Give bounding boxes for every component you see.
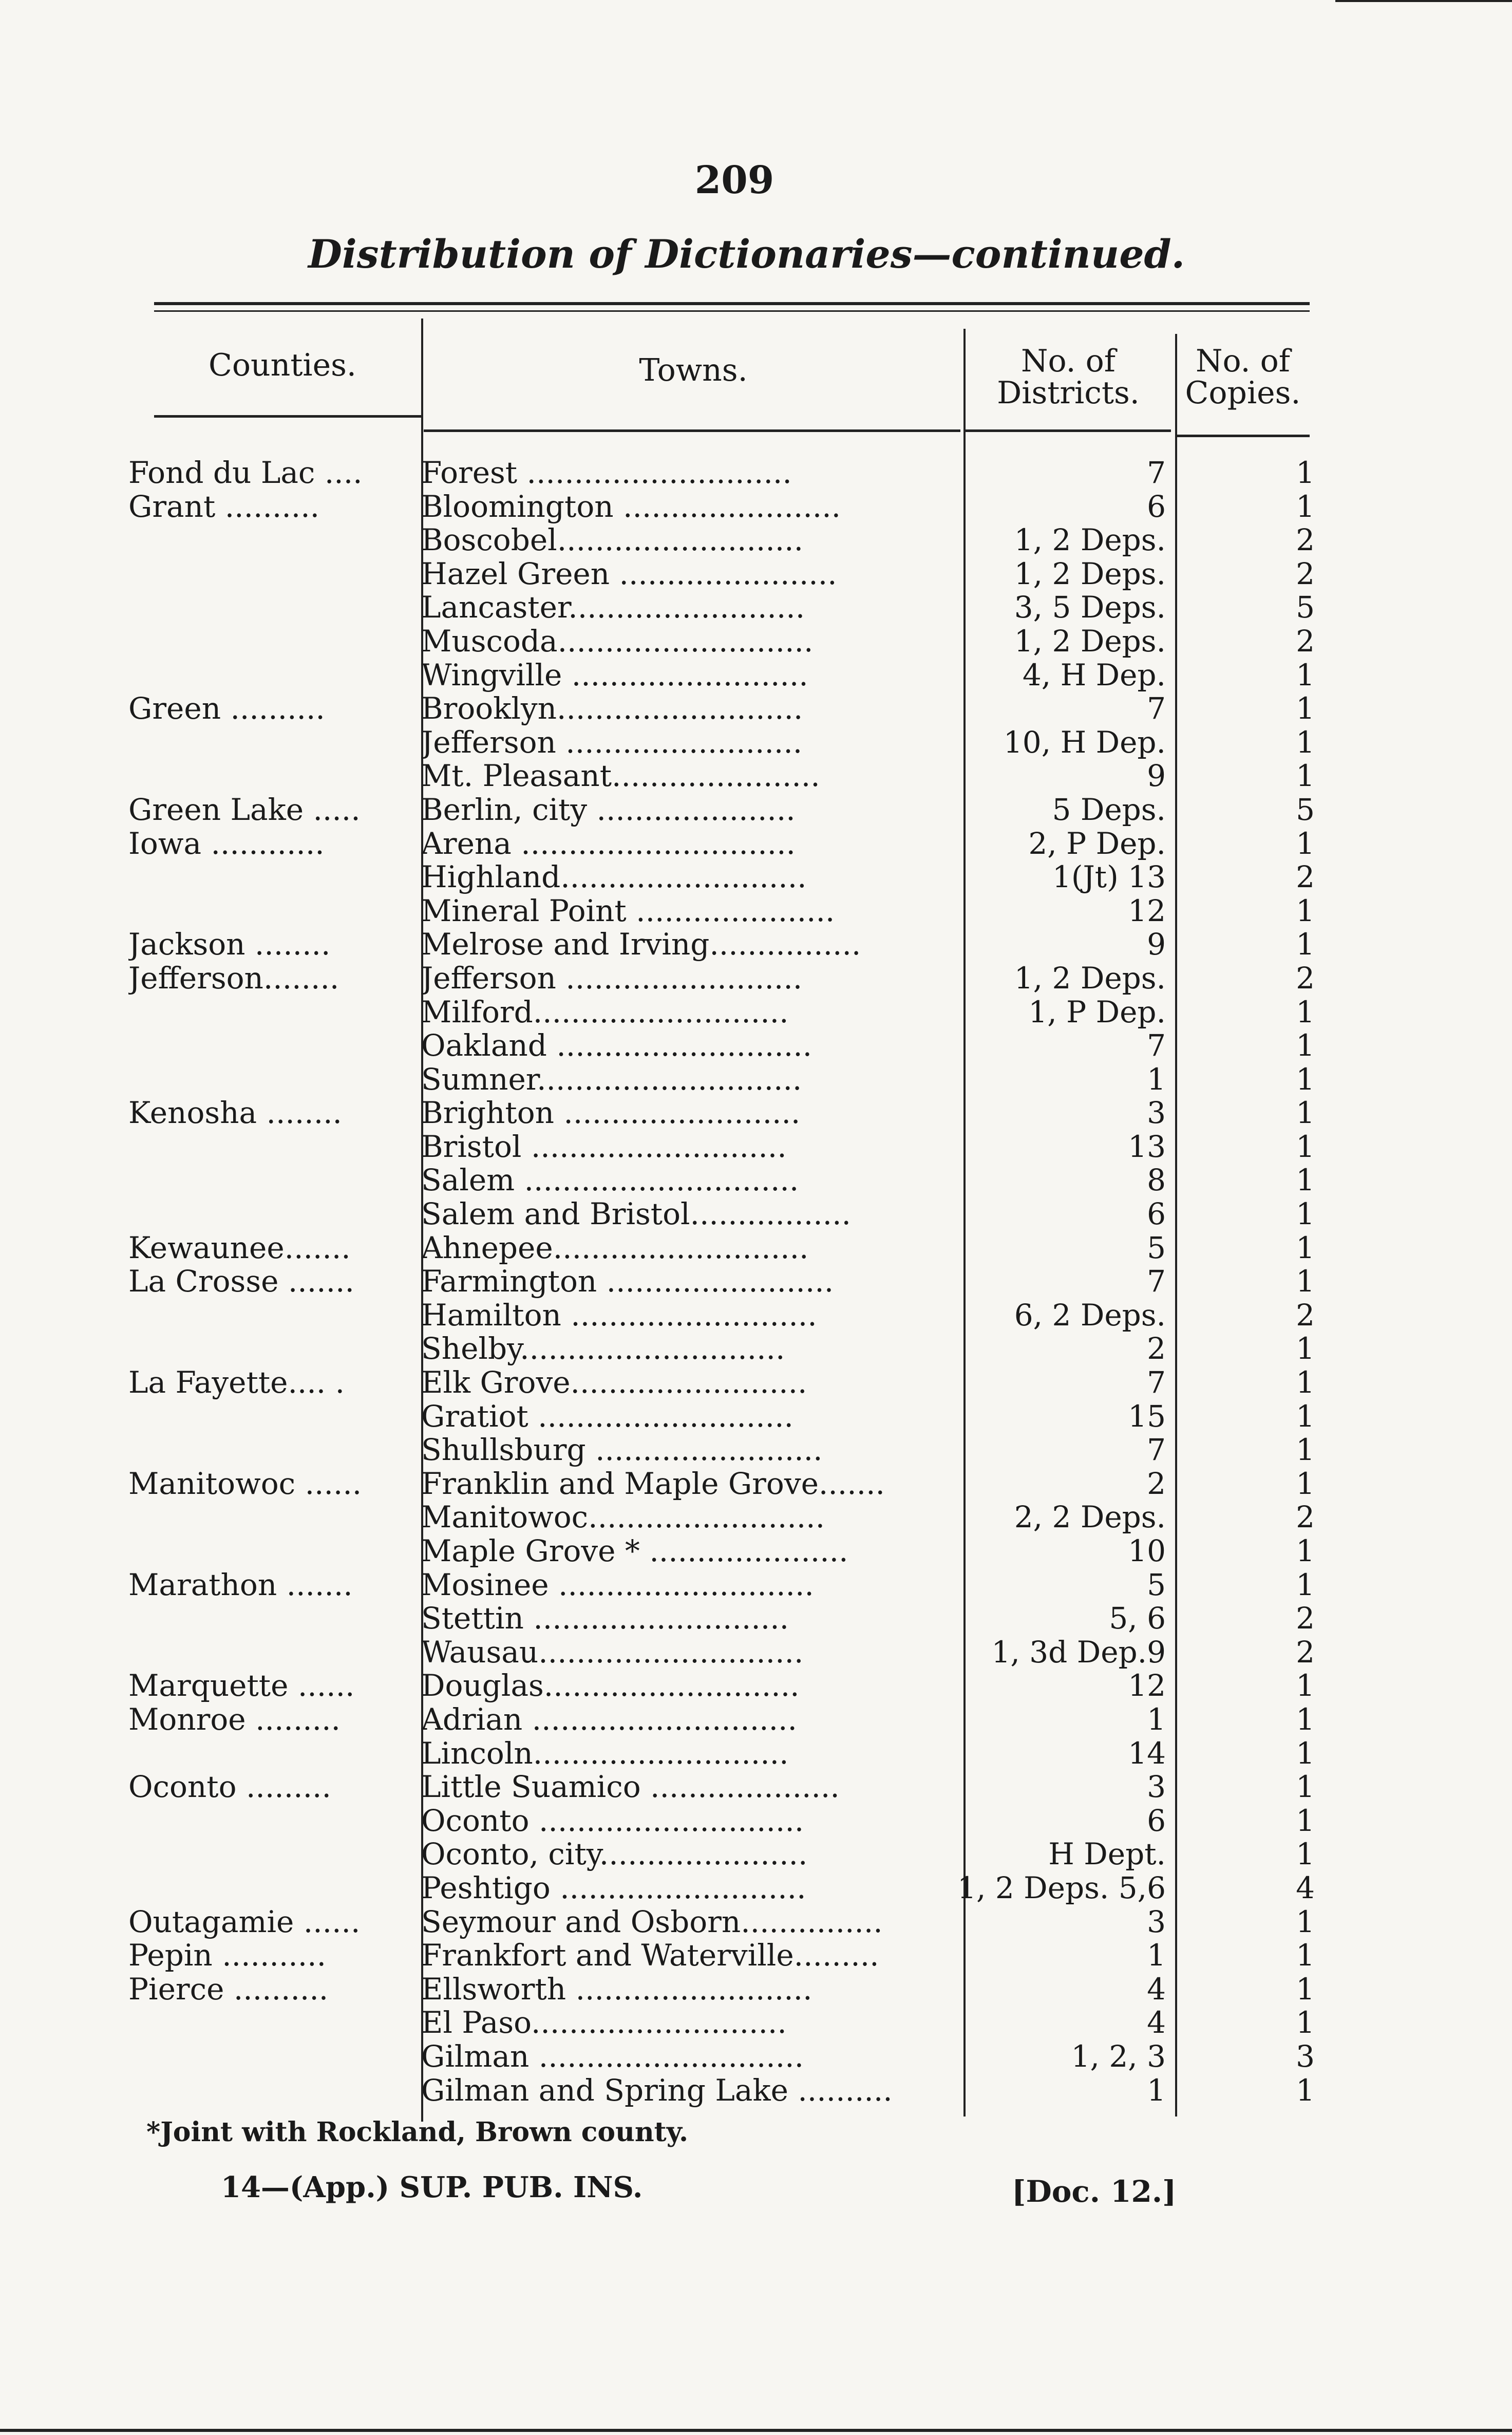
town-cell: Gilman and Spring Lake .......... [421,2073,893,2108]
footnote: *Joint with Rockland, Brown county. [146,2116,689,2148]
districts-cell: 7 [1147,1265,1166,1299]
copies-cell: 4 [1296,1871,1315,1905]
copies-cell: 1 [1296,1265,1315,1299]
table-row [0,1400,1512,1434]
header-rule-towns [424,429,960,432]
table-row [0,659,1512,692]
copies-cell: 1 [1296,1467,1315,1501]
town-cell: Peshtigo .......................... [421,1871,806,1905]
town-cell: Adrian ............................ [421,1702,797,1737]
town-cell: Melrose and Irving................ [421,928,861,962]
town-cell: Douglas........................... [421,1669,800,1703]
table-row [0,1534,1512,1568]
county-cell: Oconto ......... [128,1770,331,1804]
table-row [0,1265,1512,1299]
town-cell: Wausau............................ [421,1635,804,1670]
town-cell: Gilman ............................ [421,2039,804,2074]
copies-cell: 1 [1296,1029,1315,1063]
copies-cell: 1 [1296,759,1315,793]
copies-cell: 1 [1296,2073,1315,2108]
town-cell: Brooklyn.......................... [421,692,803,726]
county-cell: La Fayette.... . [128,1366,345,1400]
copies-cell: 1 [1296,928,1315,962]
table-row [0,490,1512,524]
copies-cell: 1 [1296,692,1315,726]
header-districts [966,345,1171,409]
copies-cell: 1 [1296,1972,1315,2007]
table-row [0,1366,1512,1400]
table-row [0,1636,1512,1670]
table-row [0,1501,1512,1534]
county-cell: Pepin ........... [128,1939,327,1973]
distribution-table [0,456,1512,2107]
town-cell: Muscoda........................... [421,624,814,659]
table-row [0,557,1512,591]
copies-cell: 5 [1296,793,1315,827]
table-row [0,1602,1512,1636]
districts-cell: 5 Deps. [1052,793,1166,827]
districts-cell: 2, 2 Deps. [1014,1501,1166,1534]
districts-cell: 1, 3d Dep.9 [991,1635,1166,1670]
town-cell: Salem and Bristol................. [421,1197,851,1231]
table-row [0,996,1512,1029]
table-row [0,523,1512,557]
county-cell: Pierce .......... [128,1972,329,2007]
copies-cell: 1 [1296,1096,1315,1130]
table-row [0,1871,1512,1905]
copies-cell: 1 [1296,1231,1315,1265]
districts-cell: 7 [1147,456,1166,490]
town-cell: Shullsburg ........................ [421,1433,823,1467]
town-cell: Little Suamico .................... [421,1770,840,1804]
copies-cell: 2 [1296,961,1315,996]
table-row [0,1332,1512,1366]
districts-cell: 7 [1147,692,1166,726]
town-cell: Boscobel.......................... [421,523,804,557]
table-row [0,894,1512,928]
copies-cell: 1 [1296,1770,1315,1804]
copies-cell: 1 [1296,1905,1315,1939]
table-row [0,1164,1512,1197]
town-cell: Ellsworth ......................... [421,1972,812,2007]
town-cell: Hazel Green ....................... [421,557,837,591]
town-cell: Milford........................... [421,995,789,1029]
town-cell: Jefferson ......................... [421,725,803,760]
copies-cell: 5 [1296,591,1315,625]
county-cell: La Crosse ....... [128,1265,354,1299]
districts-cell: 1, 2 Deps. [1014,557,1166,591]
header-districts-line1: No. of [1020,343,1116,379]
districts-cell: 2 [1147,1332,1166,1366]
districts-cell: 12 [1128,894,1166,928]
table-row [0,793,1512,827]
copies-cell: 2 [1296,1298,1315,1333]
copies-cell: 2 [1296,1501,1315,1534]
table-row [0,1939,1512,1973]
town-cell: Franklin and Maple Grove....... [421,1467,885,1501]
districts-cell: 1 [1147,2073,1166,2108]
table-row [0,1197,1512,1231]
header-rule-counties [154,415,421,418]
table-row [0,1737,1512,1771]
table-row [0,1231,1512,1265]
districts-cell: 5 [1147,1568,1166,1602]
districts-cell: 1, 2 Deps. [1014,624,1166,659]
town-cell: Mineral Point ..................... [421,894,835,928]
districts-cell: 15 [1128,1399,1166,1434]
districts-cell: 5 [1147,1231,1166,1265]
districts-cell: 4 [1147,2006,1166,2040]
county-cell: Outagamie ...... [128,1905,361,1939]
table-row [0,2006,1512,2040]
districts-cell: 8 [1147,1164,1166,1198]
table-row [0,1669,1512,1703]
footer-document-number: [Doc. 12.] [1012,2174,1177,2209]
town-cell: Mosinee ........................... [421,1568,814,1602]
table-row [0,1130,1512,1164]
county-cell: Marathon ....... [128,1568,353,1602]
districts-cell: 7 [1147,1366,1166,1400]
county-cell: Kewaunee....... [128,1231,351,1265]
county-cell: Jefferson........ [128,961,339,996]
table-row [0,928,1512,962]
county-cell: Fond du Lac .... [128,456,363,490]
town-cell: Forest ............................ [421,456,792,490]
copies-cell: 1 [1296,1164,1315,1198]
table-row [0,1703,1512,1737]
copies-cell: 1 [1296,1433,1315,1467]
county-cell: Jackson ........ [128,928,331,962]
town-cell: Bloomington ....................... [421,490,841,524]
county-cell: Iowa ............ [128,827,325,861]
table-row [0,759,1512,793]
table-row [0,2040,1512,2074]
table-row [0,625,1512,659]
town-cell: Lancaster......................... [421,591,805,625]
districts-cell: 6 [1147,1804,1166,1838]
districts-cell: 7 [1147,1433,1166,1467]
town-cell: Shelby............................ [421,1332,785,1366]
table-row [0,2074,1512,2108]
table-row [0,1838,1512,1871]
county-cell: Green .......... [128,692,325,726]
copies-cell: 1 [1296,1568,1315,1602]
header-districts-line2: Districts. [997,375,1140,411]
town-cell: Oconto, city...................... [421,1838,808,1871]
table-row [0,1568,1512,1602]
copies-cell: 1 [1296,2006,1315,2040]
town-cell: El Paso........................... [421,2006,787,2040]
table-row [0,860,1512,894]
title-rule-thick [154,302,1310,305]
copies-cell: 1 [1296,1130,1315,1164]
table-row [0,591,1512,625]
table-row [0,1905,1512,1939]
copies-cell: 1 [1296,1702,1315,1737]
copies-cell: 1 [1296,490,1315,524]
districts-cell: 3, 5 Deps. [1014,591,1166,625]
copies-cell: 2 [1296,860,1315,894]
districts-cell: 10, H Dep. [1003,725,1166,760]
town-cell: Bristol ........................... [421,1130,787,1164]
districts-cell: 1, 2 Deps. [1014,961,1166,996]
copies-cell: 1 [1296,1399,1315,1434]
copies-cell: 2 [1296,624,1315,659]
copies-cell: 1 [1296,1669,1315,1703]
districts-cell: 6 [1147,1197,1166,1231]
header-rule-districts [966,429,1171,432]
copies-cell: 1 [1296,1332,1315,1366]
town-cell: Ahnepee........................... [421,1231,809,1265]
town-cell: Berlin, city ..................... [421,793,796,827]
copies-cell: 1 [1296,1366,1315,1400]
copies-cell: 1 [1296,725,1315,760]
districts-cell: 1(Jt) 13 [1052,860,1166,894]
copies-cell: 1 [1296,1804,1315,1838]
town-cell: Frankfort and Waterville......... [421,1939,879,1973]
copies-cell: 2 [1296,523,1315,557]
table-row [0,962,1512,996]
districts-cell: 9 [1147,928,1166,962]
copies-cell: 1 [1296,1062,1315,1097]
copies-cell: 1 [1296,995,1315,1029]
town-cell: Farmington ........................ [421,1265,834,1299]
districts-cell: 6, 2 Deps. [1014,1298,1166,1333]
table-row [0,1467,1512,1501]
town-cell: Arena ............................. [421,827,796,861]
town-cell: Mt. Pleasant...................... [421,759,820,793]
header-copies-line2: Copies. [1185,375,1301,411]
districts-cell: 12 [1128,1669,1166,1703]
copies-cell: 1 [1296,456,1315,490]
districts-cell: 7 [1147,1029,1166,1063]
districts-cell: 9 [1147,759,1166,793]
town-cell: Maple Grove * ..................... [421,1534,848,1568]
town-cell: Jefferson ......................... [421,961,803,996]
copies-cell: 1 [1296,1534,1315,1568]
town-cell: Sumner............................ [421,1062,802,1097]
districts-cell: 3 [1147,1905,1166,1939]
page-edge-bottom [0,2429,1512,2432]
county-cell: Green Lake ..... [128,793,361,827]
title-rule-thin [154,310,1310,312]
districts-cell: 1 [1147,1062,1166,1097]
town-cell: Elk Grove......................... [421,1366,807,1400]
districts-cell: 4, H Dep. [1022,658,1166,692]
districts-cell: 3 [1147,1096,1166,1130]
districts-cell: 1, P Dep. [1028,995,1166,1029]
districts-cell: 4 [1147,1972,1166,2007]
copies-cell: 1 [1296,894,1315,928]
town-cell: Seymour and Osborn............... [421,1905,883,1939]
table-row [0,726,1512,760]
town-cell: Gratiot ........................... [421,1399,793,1434]
districts-cell: 1 [1147,1702,1166,1737]
town-cell: Oakland ........................... [421,1029,812,1063]
copies-cell: 3 [1296,2039,1315,2074]
town-cell: Brighton ......................... [421,1096,801,1130]
town-cell: Wingville ......................... [421,658,808,692]
table-row [0,1299,1512,1333]
table-row [0,1804,1512,1838]
districts-cell: 1 [1147,1939,1166,1973]
header-copies-line1: No. of [1195,343,1291,379]
page-number: 209 [694,158,774,202]
table-row [0,1973,1512,2007]
header-counties: Counties. [209,347,356,383]
districts-cell: 5, 6 [1109,1602,1166,1636]
town-cell: Hamilton .......................... [421,1298,817,1333]
districts-cell: 10 [1128,1534,1166,1568]
districts-cell: 6 [1147,490,1166,524]
town-cell: Manitowoc......................... [421,1501,825,1534]
table-row [0,1433,1512,1467]
copies-cell: 1 [1296,1838,1315,1871]
districts-cell: 1, 2 Deps. 5,6 [957,1871,1166,1905]
districts-cell: 2, P Dep. [1028,827,1166,861]
table-row [0,1063,1512,1097]
districts-cell: 14 [1128,1736,1166,1771]
county-cell: Manitowoc ...... [128,1467,362,1501]
districts-cell: 1, 2 Deps. [1014,523,1166,557]
table-row [0,692,1512,726]
header-copies [1176,345,1310,409]
copies-cell: 1 [1296,658,1315,692]
districts-cell: 2 [1147,1467,1166,1501]
county-cell: Kenosha ........ [128,1096,342,1130]
town-cell: Salem ............................. [421,1164,799,1198]
copies-cell: 1 [1296,827,1315,861]
districts-cell: 13 [1128,1130,1166,1164]
town-cell: Stettin ........................... [421,1602,789,1636]
districts-cell: H Dept. [1048,1838,1166,1871]
table-row [0,456,1512,490]
town-cell: Lincoln........................... [421,1736,789,1771]
header-rule-copies [1176,435,1310,437]
county-cell: Marquette ...... [128,1669,355,1703]
county-cell: Grant .......... [128,490,320,524]
copies-cell: 2 [1296,557,1315,591]
table-row [0,827,1512,861]
page-edge-top [1335,0,1512,2]
districts-cell: 1, 2, 3 [1071,2039,1166,2074]
table-row [0,1029,1512,1063]
town-cell: Highland.......................... [421,860,807,894]
copies-cell: 1 [1296,1197,1315,1231]
districts-cell: 3 [1147,1770,1166,1804]
footer-reference: 14—(App.) SUP. PUB. INS. [221,2170,643,2204]
copies-cell: 2 [1296,1635,1315,1670]
county-cell: Monroe ......... [128,1702,341,1737]
header-towns: Towns. [639,352,748,388]
copies-cell: 1 [1296,1939,1315,1973]
copies-cell: 2 [1296,1602,1315,1636]
town-cell: Oconto ............................ [421,1804,804,1838]
table-row [0,1096,1512,1130]
page-title: Distribution of Dictionaries—continued. [308,231,1185,277]
table-row [0,1770,1512,1804]
copies-cell: 1 [1296,1736,1315,1771]
